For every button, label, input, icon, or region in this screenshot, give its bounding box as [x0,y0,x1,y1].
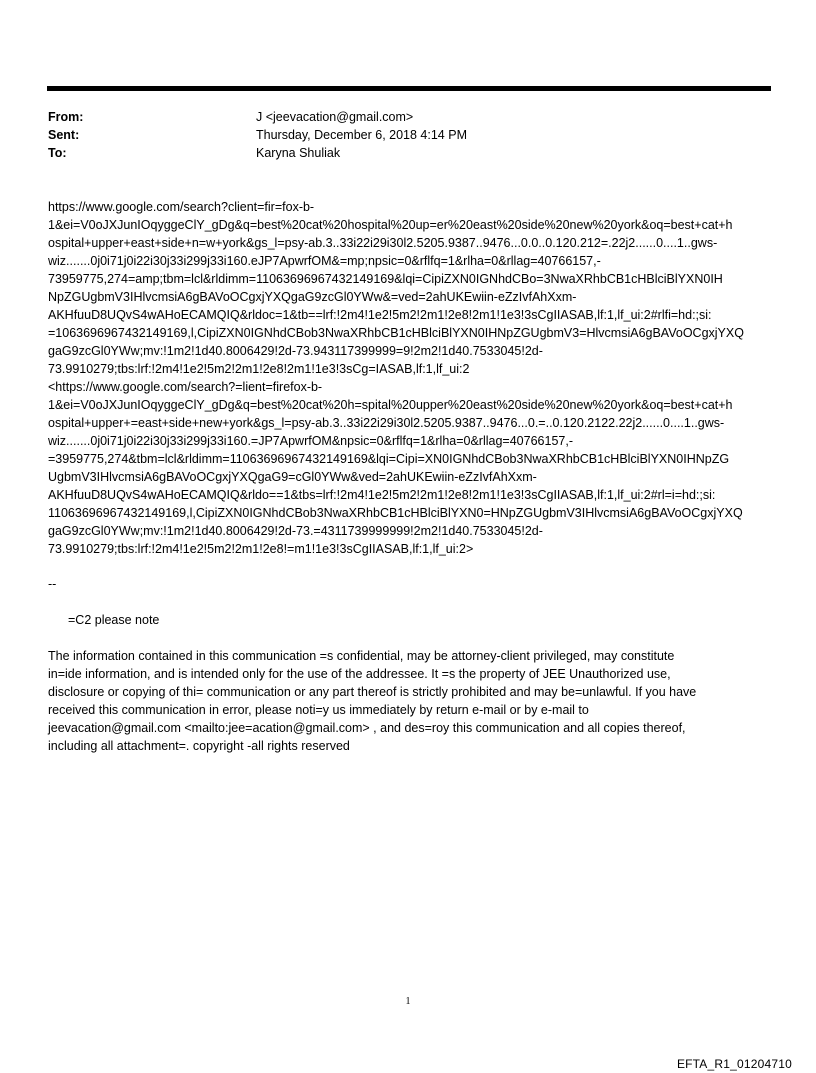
disclaimer-line: disclosure or copying of thi= communication or any part thereof is strictly prohibited and may be=unlawful. If you have [48,685,697,699]
to-label: To: [48,146,67,160]
bates-number: EFTA_R1_01204710 [676,1057,792,1071]
sent-label: Sent: [48,128,80,142]
header-rule [47,86,771,91]
url-line[interactable]: 11063696967432149169,l,CipiZXN0IGNhdCBob3NwaXRhbCB1cHBlciBlYXN0=HNpZGUgbmV3IHlvcmsiA6gBAVoOCgxjYXQ [48,506,743,520]
url-line[interactable]: AKHfuuD8UQvS4wAHoECAMQIQ&rldo==1&tbs=lrf:!2m4!1e2!5m2!2m1!2e8!2m1!1e3!3sCgIIASAB,lf:1,lf_ui:2#rl=i=hd:;si: [48,488,716,502]
url-line[interactable]: UgbmV3IHlvcmsiA6gBAVoOCgxjYXQgaG9=cGl0YWw&ved=2ahUKEwiin-eZzIvfAhXxm- [48,470,537,484]
disclaimer-line: received this communication in error, please noti=y us immediately by return e-mail or by e-mail to [48,703,589,717]
url-line[interactable]: 73.9910279;tbs:lrf:!2m4!1e2!5m2!2m1!2e8!2m1!1e3!3sCg=IASAB,lf:1,lf_ui:2 [48,362,470,376]
url-line[interactable]: wiz.......0j0i71j0i22i30j33i299j33i160.=JP7ApwrfOM&npsic=0&rflfq=1&rlha=0&rllag=40766157,- [48,434,573,448]
url-line[interactable]: https://www.google.com/search?client=fir=fox-b- [48,200,315,214]
url-line[interactable]: ospital+upper+=east+side+new+york&gs_l=psy-ab.3..33i22i29i30l2.5205.9387..9476...0.=..0.120.2122.22j2......0....1..gws- [48,416,725,430]
url-line[interactable]: NpZGUgbmV3IHlvcmsiA6gBAVoOCgxjYXQgaG9zcGl0YWw&=ved=2ahUKEwiin-eZzIvfAhXxm- [48,290,577,304]
disclaimer-line: in=ide information, and is intended only for the use of the addressee. It =s the property of JEE Unauthorized use, [48,667,671,681]
to-value: Karyna Shuliak [256,146,341,160]
url-line[interactable]: 1&ei=V0oJXJunIOqyggeClY_gDg&q=best%20cat%20hospital%20up=er%20east%20side%20new%20york&oq=best+cat+h [48,218,733,232]
signature-dashes: -- [48,577,57,591]
disclaimer-line: The information contained in this communication =s confidential, may be attorney-client privileged, may constitute [48,649,675,663]
url-line[interactable]: 1&ei=V0oJXJunIOqyggeClY_gDg&q=best%20cat%20h=spital%20upper%20east%20side%20new%20york&oq=best+cat+h [48,398,733,412]
from-value: J <jeevacation@gmail.com> [256,110,414,124]
from-label: From: [48,110,84,124]
disclaimer-line: including all attachment=. copyright -all rights reserved [48,739,350,753]
page-number: 1 [405,996,411,1007]
url-line[interactable]: =1063696967432149169,l,CipiZXN0IGNhdCBob3NwaXRhbCB1cHBlciBlYXN0IHNpZGUgbmV3=HlvcmsiA6gBAVoOCgxjYXQ [48,326,744,340]
url-line[interactable]: ospital+upper+east+side+n=w+york&gs_l=psy-ab.3..33i22i29i30l2.5205.9387..9476...0.0..0.120.212=.22j2......0....1..gws- [48,236,718,250]
url-line[interactable]: =3959775,274&tbm=lcl&rldimm=11063696967432149169&lqi=Cipi=XN0IGNhdCBob3NwaXRhbCB1cHBlciBlYXN0IHNpZG [48,452,730,466]
disclaimer [48,647,772,755]
url-line[interactable]: AKHfuuD8UQvS4wAHoECAMQIQ&rldoc=1&tb==lrf:!2m4!1e2!5m2!2m1!2e8!2m1!1e3!3sCgIIASAB,lf:1,lf_ui:2#rlfi=hd:;si: [48,308,712,322]
sent-value: Thursday, December 6, 2018 4:14 PM [256,128,467,142]
disclaimer-line: jeevacation@gmail.com <mailto:jee=acation@gmail.com> , and des=roy this communication and all copies thereof, [48,721,686,735]
note-line: =C2 please note [68,613,160,627]
url-line[interactable]: <https://www.google.com/search?=lient=firefox-b- [48,380,323,394]
url-block [48,198,772,558]
url-line[interactable]: 73.9910279;tbs:lrf:!2m4!1e2!5m2!2m1!2e8!=m1!1e3!3sCgIIASAB,lf:1,lf_ui:2> [48,542,474,556]
url-line[interactable]: 73959775,274=amp;tbm=lcl&rldimm=11063696967432149169&lqi=CipiZXN0IGNhdCBo=3NwaXRhbCB1cHBlciBlYXN0IH [48,272,723,286]
url-line[interactable]: gaG9zcGl0YWw;mv:!1m2!1d40.8006429!2d-73.943117399999=9!2m2!1d40.7533045!2d- [48,344,543,358]
url-line[interactable]: wiz.......0j0i71j0i22i30j33i299j33i160.eJP7ApwrfOM&=mp;npsic=0&rflfq=1&rlha=0&rllag=40766157,- [48,254,601,268]
url-line[interactable]: gaG9zcGl0YWw;mv:!1m2!1d40.8006429!2d-73.=4311739999999!2m2!1d40.7533045!2d- [48,524,543,538]
